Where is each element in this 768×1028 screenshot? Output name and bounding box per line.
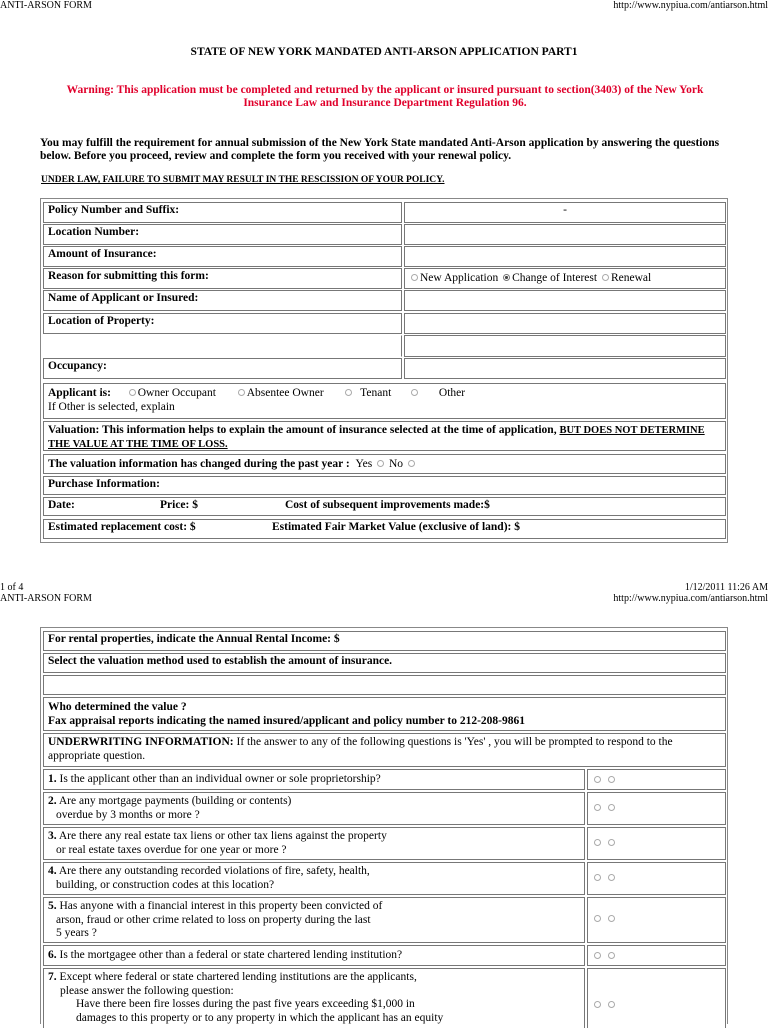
valuation-text: Valuation: This information helps to explain the amount of insurance selected at the time of application, <box>48 424 557 436</box>
question-7-num: 7. <box>48 971 57 983</box>
question-3-answer <box>587 827 726 860</box>
print-timestamp: 1/12/2011 11:26 AM <box>684 582 768 593</box>
radio-valuation-no[interactable] <box>408 460 415 467</box>
radio-q5-no[interactable] <box>608 915 615 922</box>
question-5-text-1: Has anyone with a financial interest in this property been convicted of <box>59 900 383 912</box>
question-2-text-2: overdue by 3 months or more ? <box>56 808 200 821</box>
question-6-text: Is the mortgagee other than a federal or state chartered lending institution? <box>59 949 403 961</box>
question-5-answer <box>587 897 726 943</box>
radio-renewal[interactable] <box>602 274 609 281</box>
rental-income-label: For rental properties, indicate the Annual Rental Income: $ <box>43 631 726 651</box>
fax-appraisal-text: Fax appraisal reports indicating the named insured/applicant and policy number to 212-208-9861 <box>48 714 525 727</box>
question-5-text-3: 5 years ? <box>56 927 97 939</box>
radio-q3-no[interactable] <box>608 839 615 846</box>
intro-text: You may fulfill the requirement for annual submission of the New York State mandated Anti-Arson application by answering the questions below. Before you proceed, review and complete the form you received with your renewal policy. <box>40 137 720 162</box>
radio-q7-no[interactable] <box>608 1001 615 1008</box>
question-4-num: 4. <box>48 865 57 877</box>
est-replacement-label: Estimated replacement cost: $ <box>48 521 196 533</box>
question-3-text-2: or real estate taxes overdue for one year or more ? <box>56 843 287 856</box>
underwriting-label: UNDERWRITING INFORMATION: <box>48 736 234 748</box>
location-number-field[interactable] <box>404 224 726 245</box>
amount-insurance-field[interactable] <box>404 246 726 267</box>
question-7-answer <box>587 968 726 1028</box>
question-6-answer <box>587 945 726 966</box>
page-count: 1 of 4 <box>0 582 24 593</box>
question-7 <box>43 968 585 1028</box>
radio-absentee-owner[interactable] <box>238 389 245 396</box>
radio-q1-no[interactable] <box>608 776 615 783</box>
valuation-yes-label: Yes <box>355 458 373 470</box>
underwriting-text: If the answer to any of the following questions is 'Yes' , you will be prompted to respond to the appropriate question. <box>48 736 673 762</box>
application-form-table <box>40 198 728 543</box>
question-4 <box>43 862 585 895</box>
occupancy-field[interactable] <box>404 358 726 379</box>
radio-q2-yes[interactable] <box>594 804 601 811</box>
header-url-page2: http://www.nypiua.com/antiarson.html <box>613 593 768 604</box>
radio-new-application[interactable] <box>411 274 418 281</box>
radio-q3-yes[interactable] <box>594 839 601 846</box>
reason-label: Reason for submitting this form: <box>43 268 402 289</box>
price-label: Price: $ <box>160 499 198 511</box>
who-determined-row <box>43 697 726 731</box>
applicant-name-field[interactable] <box>404 290 726 311</box>
radio-q1-yes[interactable] <box>594 776 601 783</box>
location-property-label: Location of Property: <box>43 313 402 334</box>
underwriting-info-row <box>43 733 726 767</box>
applicant-name-label: Name of Applicant or Insured: <box>43 290 402 311</box>
question-1 <box>43 769 585 790</box>
policy-number-field[interactable] <box>404 202 726 223</box>
valuation-changed-row <box>43 454 726 474</box>
if-other-explain: If Other is selected, explain <box>48 400 175 413</box>
purchase-row <box>43 497 726 516</box>
radio-q5-yes[interactable] <box>594 915 601 922</box>
question-7-text-4: damages to this property or to any property in which the applicant has an equity <box>76 1011 444 1024</box>
cost-improvements-label: Cost of subsequent improvements made:$ <box>285 499 490 511</box>
location-property-spacer <box>43 335 402 357</box>
question-3-text-1: Are there any real estate tax liens or other tax liens against the property <box>58 830 387 842</box>
question-5 <box>43 897 585 943</box>
question-1-num: 1. <box>48 773 57 785</box>
radio-q7-yes[interactable] <box>594 1001 601 1008</box>
option-renewal: Renewal <box>610 272 652 284</box>
question-4-text-1: Are there any outstanding recorded violations of fire, safety, health, <box>58 865 370 877</box>
question-2-text-1: Are any mortgage payments (building or contents) <box>58 795 292 807</box>
question-5-num: 5. <box>48 900 57 912</box>
valuation-disclaimer: BUT DOES NOT DETERMINE THE VALUE AT THE TIME OF LOSS. <box>48 425 705 450</box>
policy-number-label: Policy Number and Suffix: <box>43 202 402 223</box>
header-url: http://www.nypiua.com/antiarson.html <box>613 0 768 11</box>
question-4-text-2: building, or construction codes at this location? <box>56 878 275 891</box>
date-label: Date: <box>48 499 75 511</box>
applicant-is-label: Applicant is: <box>48 387 111 399</box>
valuation-method-label: Select the valuation method used to establish the amount of insurance. <box>43 653 726 673</box>
question-3-num: 3. <box>48 830 57 842</box>
question-2-answer <box>587 792 726 825</box>
location-property-field-2[interactable] <box>404 335 726 357</box>
location-number-label: Location Number: <box>43 224 402 245</box>
question-2-num: 2. <box>48 795 57 807</box>
option-new-application: New Application <box>420 272 499 284</box>
radio-valuation-yes[interactable] <box>377 460 384 467</box>
option-owner-occupant: Owner Occupant <box>137 387 216 399</box>
question-3 <box>43 827 585 860</box>
occupancy-label: Occupancy: <box>43 358 402 379</box>
header-left: ANTI-ARSON FORM <box>0 0 92 11</box>
valuation-no-label: No <box>388 458 403 470</box>
question-6-num: 6. <box>48 949 57 961</box>
under-law-notice: UNDER LAW, FAILURE TO SUBMIT MAY RESULT IN THE RESCISSION OF YOUR POLICY. <box>41 175 445 185</box>
question-1-answer <box>587 769 726 790</box>
question-2 <box>43 792 585 825</box>
valuation-note <box>43 421 726 451</box>
warning-text: Warning: This application must be completed and returned by the applicant or insured pursuant to section(3403) of the New York Insurance Law and Insurance Department Regulation 96. <box>66 84 704 109</box>
radio-q2-no[interactable] <box>608 804 615 811</box>
radio-other[interactable] <box>411 389 418 396</box>
location-property-field-1[interactable] <box>404 313 726 334</box>
policy-dash: - <box>563 204 567 216</box>
option-absentee-owner: Absentee Owner <box>246 387 324 399</box>
question-7-text-3: Have there been fire losses during the past five years exceeding $1,000 in <box>76 998 415 1010</box>
radio-q6-yes[interactable] <box>594 952 601 959</box>
radio-change-of-interest[interactable] <box>503 274 510 281</box>
valuation-changed-label: The valuation information has changed during the past year : <box>48 458 350 470</box>
question-6 <box>43 945 585 966</box>
question-7-text-1: Except where federal or state chartered lending institutions are the applicants, <box>59 971 417 983</box>
option-other: Other <box>438 387 466 399</box>
question-5-text-2: arson, fraud or other crime related to loss on property during the last <box>56 913 371 926</box>
amount-insurance-label: Amount of Insurance: <box>43 246 402 267</box>
radio-tenant[interactable] <box>345 389 352 396</box>
est-fair-market-label: Estimated Fair Market Value (exclusive of land): $ <box>272 521 520 533</box>
who-determined-label: Who determined the value ? <box>48 701 187 713</box>
radio-q6-no[interactable] <box>608 952 615 959</box>
question-4-answer <box>587 862 726 895</box>
option-tenant: Tenant <box>360 387 392 399</box>
applicant-is-row <box>43 383 726 419</box>
question-7-text-2: please answer the following question: <box>60 984 234 997</box>
valuation-method-field[interactable] <box>43 675 726 695</box>
underwriting-table <box>40 627 728 1024</box>
radio-q4-yes[interactable] <box>594 874 601 881</box>
radio-owner-occupant[interactable] <box>129 389 136 396</box>
reason-options <box>404 268 726 289</box>
radio-q4-no[interactable] <box>608 874 615 881</box>
page-title: STATE OF NEW YORK MANDATED ANTI-ARSON APPLICATION PART1 <box>190 46 578 58</box>
purchase-info-label: Purchase Information: <box>43 476 726 495</box>
question-1-text: Is the applicant other than an individual owner or sole proprietorship? <box>59 773 381 785</box>
estimates-row <box>43 519 726 539</box>
option-change-of-interest: Change of Interest <box>512 272 598 284</box>
header-left-page2: ANTI-ARSON FORM <box>0 593 92 604</box>
